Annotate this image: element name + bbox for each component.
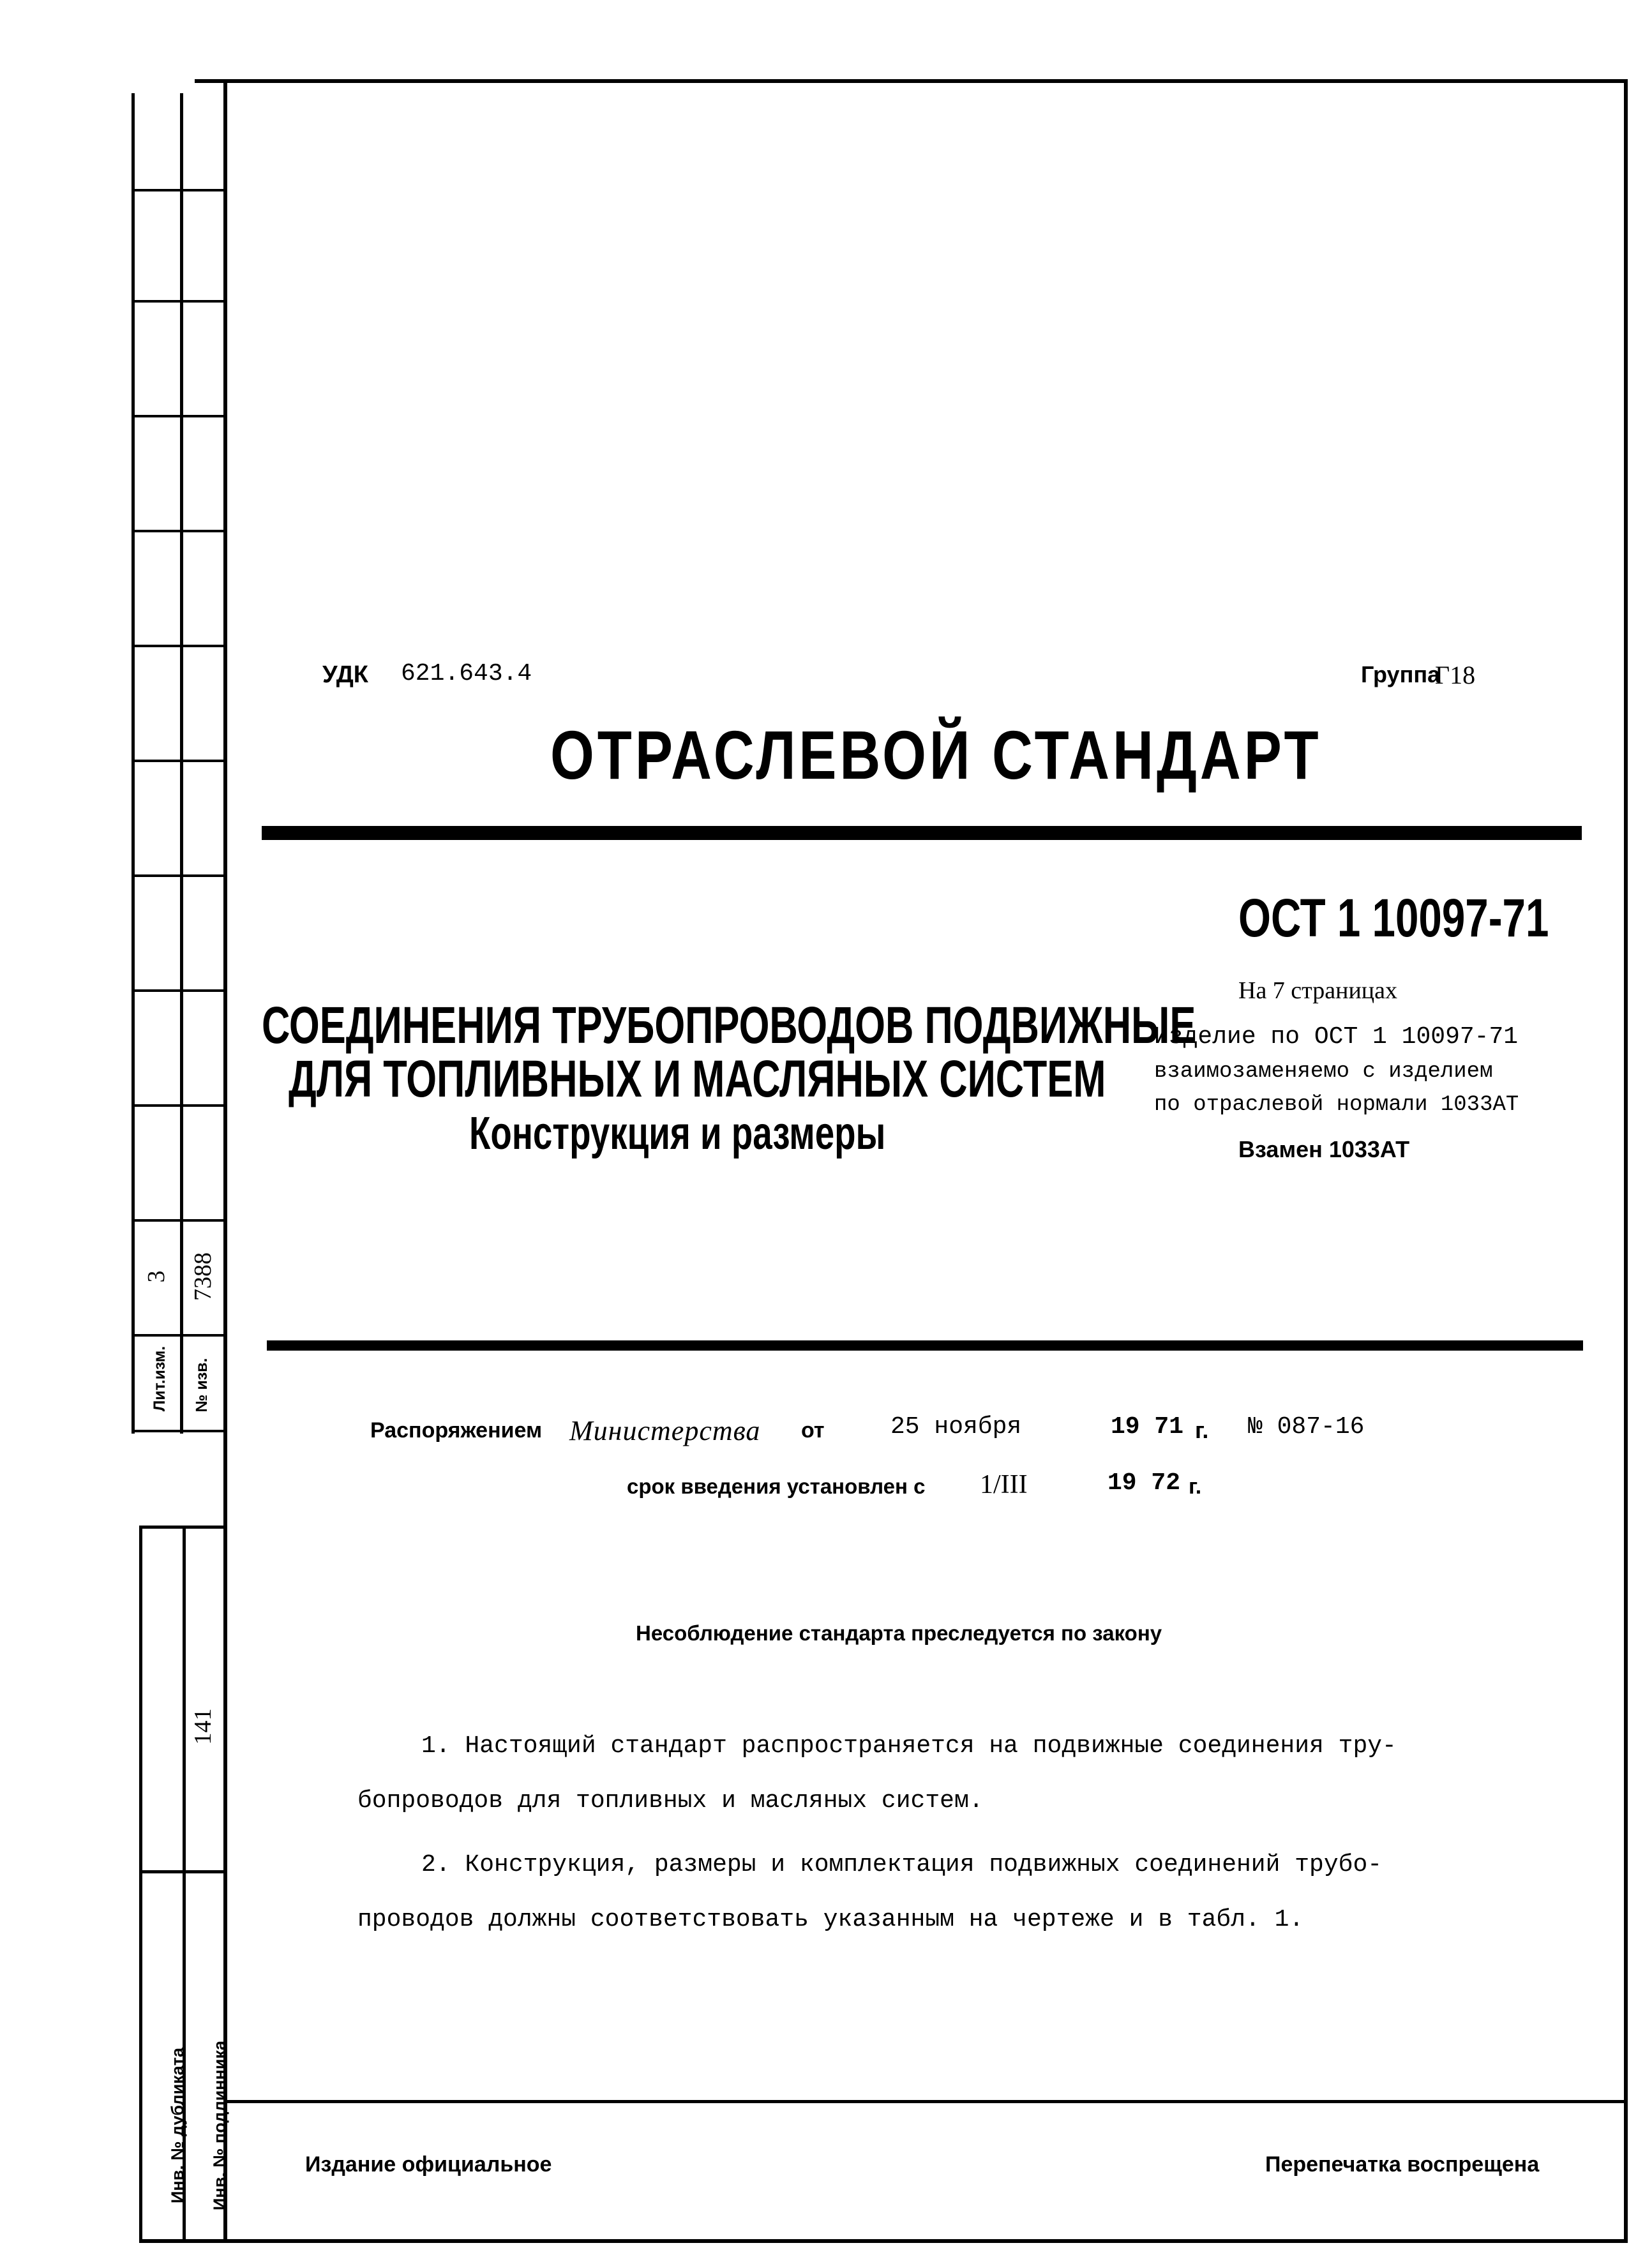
order-from: от: [801, 1418, 825, 1443]
frame-top: [195, 79, 1628, 83]
stamp-row-3: [131, 415, 225, 417]
stamp-col-outer: [131, 93, 135, 1434]
stamp-row-1: [131, 189, 225, 191]
inv-value: 141: [190, 1708, 216, 1745]
stamp-row-4: [131, 530, 225, 532]
page-title: ОТРАСЛЕВОЙ СТАНДАРТ: [550, 716, 1322, 793]
standard-number: ОСТ 1 10097-71: [1238, 888, 1549, 948]
stamp-row-9: [131, 1104, 225, 1107]
group-label: Группа: [1361, 661, 1441, 687]
interchange-line-3: по отраслевой нормали 1033АТ: [1154, 1093, 1519, 1117]
lit-izm-label: Лит.изм.: [151, 1346, 169, 1412]
stamp-row-2: [131, 300, 225, 303]
paragraph-2-line-2: проводов должны соответствовать указанным на чертеже и в табл. 1.: [357, 1906, 1304, 1933]
title-rule: [262, 826, 1582, 840]
no-izv-value: 7388: [190, 1252, 216, 1301]
term-suffix: г.: [1189, 1474, 1202, 1499]
footer-divider: [223, 2100, 1628, 2103]
stamp-row-12: [131, 1430, 225, 1432]
paragraph-1-line-2: бопроводов для топливных и масляных систем.: [357, 1787, 984, 1815]
order-year-suffix: г.: [1195, 1417, 1209, 1443]
footer-official-edition: Издание официальное: [305, 2152, 552, 2177]
interchange-line-2: взаимозаменяемо с изделием: [1154, 1060, 1493, 1084]
interchange-line-1: Изделие по ОСТ 1 10097-71: [1154, 1023, 1519, 1051]
stamp-row-11: [131, 1334, 225, 1337]
frame-right: [1624, 79, 1628, 2243]
stamp-row-6: [131, 760, 225, 762]
inv-orig-label: Инв. № подлинника: [210, 2041, 229, 2210]
group-value: Г18: [1435, 661, 1476, 689]
subject-line-2: ДЛЯ ТОПЛИВНЫХ И МАСЛЯНЫХ СИСТЕМ: [289, 1050, 1106, 1108]
subject-rule: [267, 1340, 1583, 1351]
inv-dup-label: Инв. № дубликата: [168, 2048, 187, 2203]
term-label: срок введения установлен с: [627, 1474, 926, 1498]
subject-line-3: Конструкция и размеры: [469, 1108, 886, 1159]
stamp-col-mid: [180, 93, 183, 1434]
term-year: 19 72: [1108, 1469, 1181, 1497]
no-izv-label: № изв.: [193, 1358, 211, 1413]
stamp-row-8: [131, 989, 225, 992]
paragraph-2-line-1: 2. Конструкция, размеры и комплектация подвижных соединений трубо-: [421, 1851, 1383, 1878]
subject-line-1: СОЕДИНЕНИЯ ТРУБОПРОВОДОВ ПОДВИЖНЫЕ: [262, 996, 1196, 1054]
stamp-low-top: [139, 1526, 225, 1529]
stamp-row-10: [131, 1219, 225, 1222]
order-year: 19 71: [1111, 1413, 1184, 1441]
footer-reprint-forbidden: Перепечатка воспрещена: [1265, 2152, 1540, 2177]
frame-bottom: [142, 2239, 1628, 2243]
stamp-col-outer-low: [139, 1526, 142, 2243]
paragraph-1-line-1: 1. Настоящий стандарт распространяется на подвижные соединения тру-: [421, 1732, 1397, 1760]
stamp-row-7: [131, 874, 225, 877]
udk-label: УДК: [322, 661, 368, 688]
frame-left: [223, 79, 227, 2243]
order-date: 25 ноября: [890, 1413, 1022, 1441]
udk-value: 621.643.4: [401, 660, 532, 687]
standard-pages: На 7 страницах: [1238, 977, 1397, 1004]
stamp-low-mid: [139, 1870, 225, 1873]
order-label: Распоряжением: [370, 1418, 543, 1443]
replaces: Взамен 1033АТ: [1238, 1136, 1410, 1162]
order-number: № 087-16: [1248, 1413, 1365, 1441]
lit-izm-value: 3: [143, 1270, 170, 1283]
stamp-row-5: [131, 645, 225, 647]
order-ministry: Министерства: [569, 1415, 761, 1446]
term-date: 1/III: [980, 1470, 1028, 1499]
legal-warning: Несоблюдение стандарта преследуется по закону: [636, 1621, 1162, 1645]
